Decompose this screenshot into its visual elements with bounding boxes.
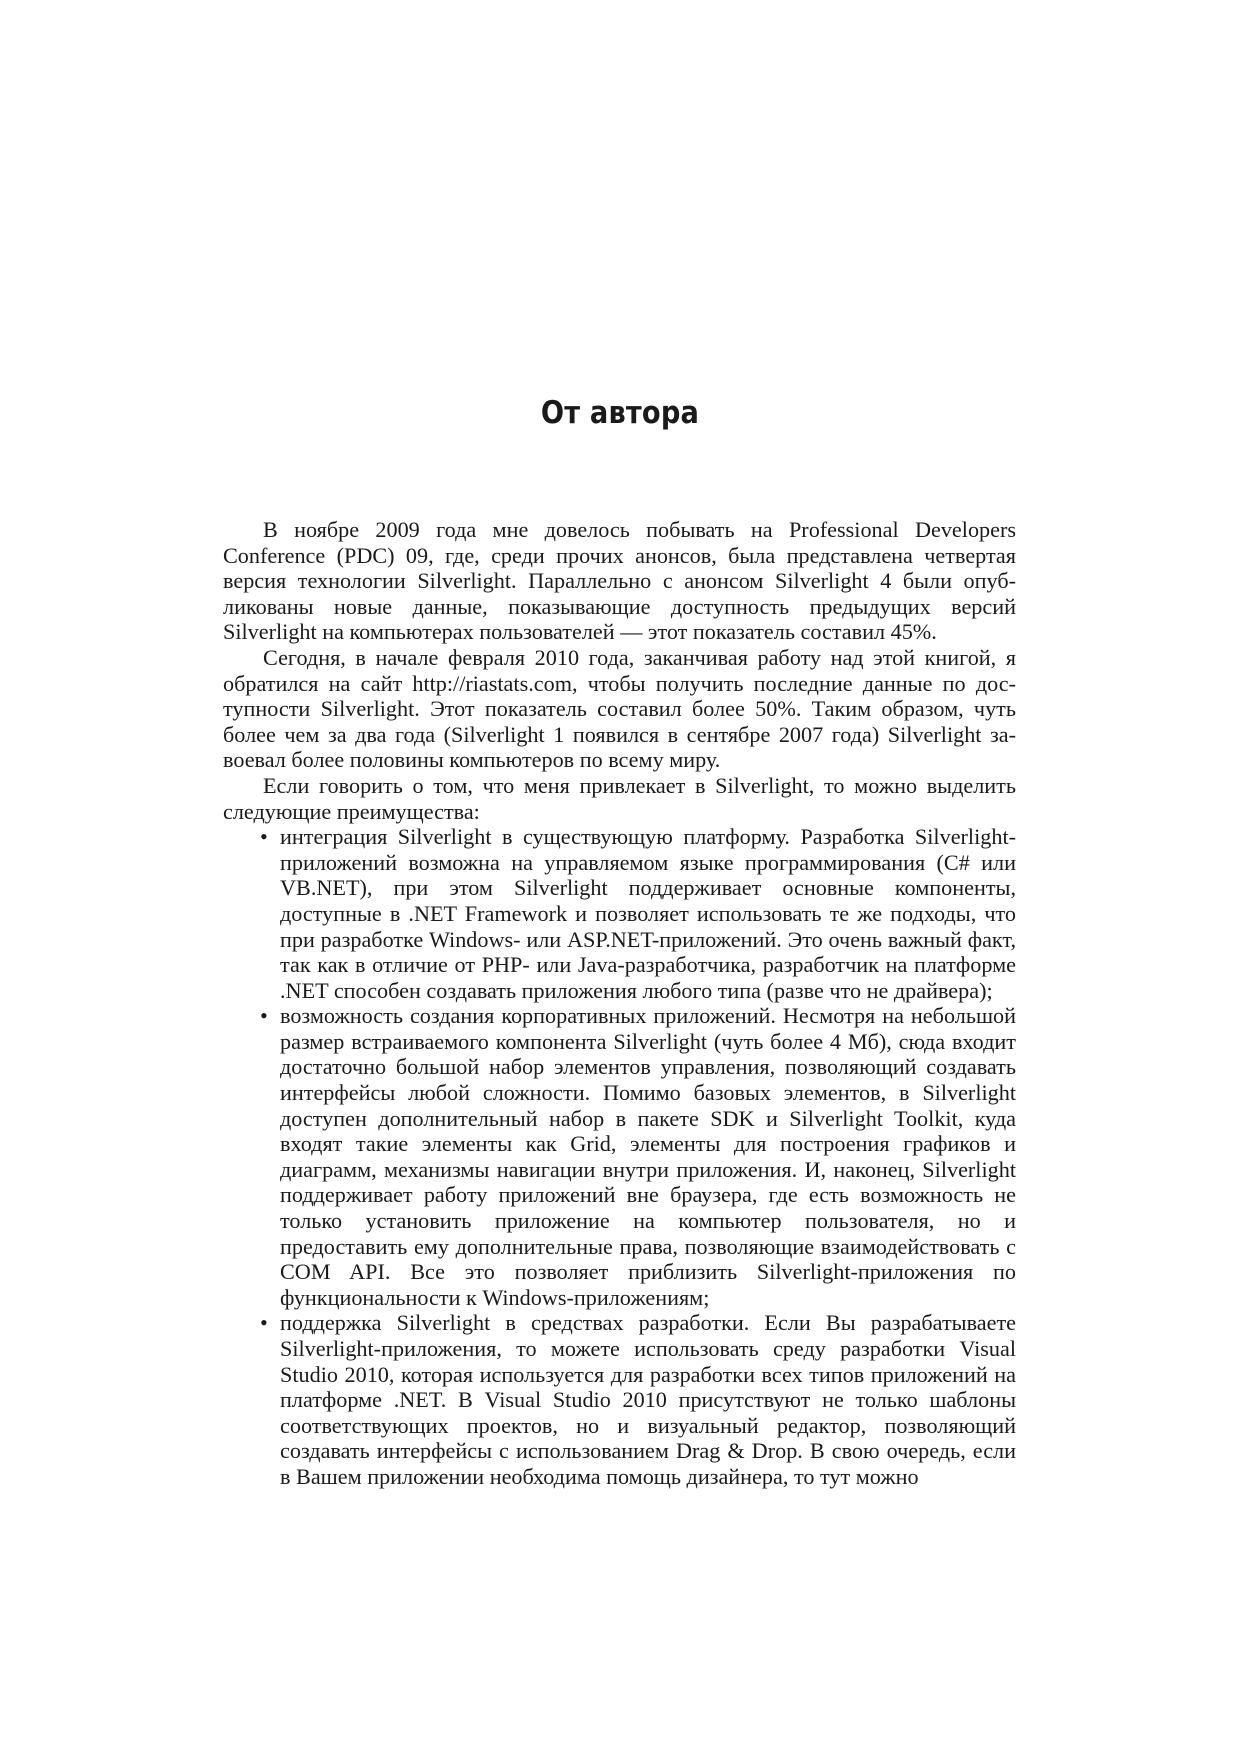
list-item [260, 1310, 1016, 1489]
paragraph: Если говорить о том, что меня привлекает в Silverlight, то можно выделить следующие преимущества: [223, 772, 1016, 824]
bullet-icon: • [260, 1310, 268, 1336]
bullet-list [223, 824, 1016, 1489]
bullet-icon: • [260, 824, 268, 850]
list-item-text: интеграция Silverlight в существующую платформу. Разработка Silverlight-приложений возможна на управляемом языке программирования (C# или VB.NET), при этом Silverlight поддерживает основные компоненты, доступные в .NET Framework и позволяет использовать те же подходы, что при разработке Windows- или ASP.NET-приложений. Это очень важный факт, так как в отличие от PHP- или Java-разработчика, разработчик на платформе .NET способен создавать приложения любого типа (разве что не драйвера); [280, 824, 1016, 1003]
list-item [260, 1003, 1016, 1310]
paragraph: Сегодня, в начале февраля 2010 года, заканчивая работу над этой книгой, я обратился на сайт http://riastats.com, чтобы получить последние данные по доступности Silverlight. Этот показатель составил более 50%. Таким образом, чуть более чем за два года (Silverlight 1 появился в сентябре 2007 года) Silverlight завоевал более половины компьютеров по всему миру. [223, 644, 1016, 773]
paragraph: В ноябре 2009 года мне довелось побывать на Professional Developers Conference (PDC) 09, где, среди прочих анонсов, была представлена четвертая версия технологии Silverlight. Параллельно с анонсом Silverlight 4 были опубликованы новые данные, показывающие доступность предыдущих версий Silverlight на компьютерах пользователей — этот показатель составил 45%. [223, 517, 1016, 645]
bullet-icon: • [260, 1003, 268, 1029]
list-item-text: возможность создания корпоративных приложений. Несмотря на небольшой размер встраиваемого компонента Silverlight (чуть более 4 Мб), сюда входит достаточно большой набор элементов управления, позволяющий создавать интерфейсы любой сложности. Помимо базовых элементов, в Silverlight доступен дополнительный набор в пакете SDK и Silverlight Toolkit, куда входят такие элементы как Grid, элементы для построения графиков и диаграмм, механизмы навигации внутри приложения. И, наконец, Silverlight поддерживает работу приложений вне браузера, где есть возможность не только установить приложение на компьютер пользователя, но и предоставить ему дополнительные права, позволяющие взаимодействовать с COM API. Все это позволяет приблизить Silverlight-приложения по функциональности к Windows-приложениям; [280, 1003, 1016, 1310]
page-title: От автора [540, 395, 700, 431]
list-item [260, 824, 1016, 1003]
list-item-text: поддержка Silverlight в средствах разработки. Если Вы разрабатываете Silverlight-приложения, то можете использовать среду разработки Visual Studio 2010, которая используется для разработки всех типов приложений на платформе .NET. В Visual Studio 2010 присутствуют не только шаблоны соответствующих проектов, но и визуальный редактор, позволяющий создавать интерфейсы с использованием Drag & Drop. В свою очередь, если в Вашем приложении необходима помощь дизайнера, то тут можно [280, 1310, 1016, 1489]
body-text [223, 517, 1016, 1490]
